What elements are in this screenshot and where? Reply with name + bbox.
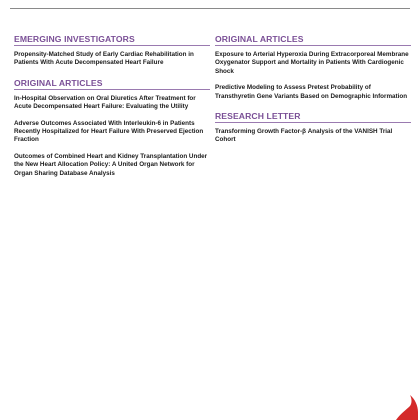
section-heading: ORIGINAL ARTICLES [14,78,210,90]
article-title-link[interactable]: Exposure to Arterial Hyperoxia During Extracorporeal Membrane Oxygenator Support and Mortality in Patients With Cardiogenic Shock [215,51,409,75]
article-title-link[interactable]: Propensity-Matched Study of Early Cardiac Rehabilitation in Patients With Acute Decompensated Heart Failure [14,51,194,67]
article-title-link[interactable]: Outcomes of Combined Heart and Kidney Transplantation Under the New Heart Allocation Policy: A United Organ Network for Organ Sharing Database Analysis [14,152,208,177]
section-original-articles-left [14,78,210,178]
section-heading: ORIGINAL ARTICLES [215,34,411,46]
section-original-articles-right [215,34,411,101]
article-title-link[interactable]: In-Hospital Observation on Oral Diuretics After Treatment for Acute Decompensated Heart Failure: Evaluating the Utility [14,94,196,111]
section-heading: RESEARCH LETTER [215,111,411,123]
section-research-letter [215,111,411,145]
article-title-link[interactable]: Transforming Growth Factor-β Analysis of the VANISH Trial Cohort [215,128,393,144]
right-column [215,34,411,155]
top-divider [10,8,410,9]
flame-logo-icon [388,394,418,420]
left-column [14,34,210,188]
section-emerging-investigators [14,34,210,68]
article-title-link[interactable]: Predictive Modeling to Assess Pretest Probability of Transthyretin Gene Variants Based on Demographic Information [215,84,408,100]
section-heading: EMERGING INVESTIGATORS [14,34,210,46]
article-title-link[interactable]: Adverse Outcomes Associated With Interleukin-6 in Patients Recently Hospitalized for Heart Failure With Preserved Ejection Fraction [14,119,204,144]
